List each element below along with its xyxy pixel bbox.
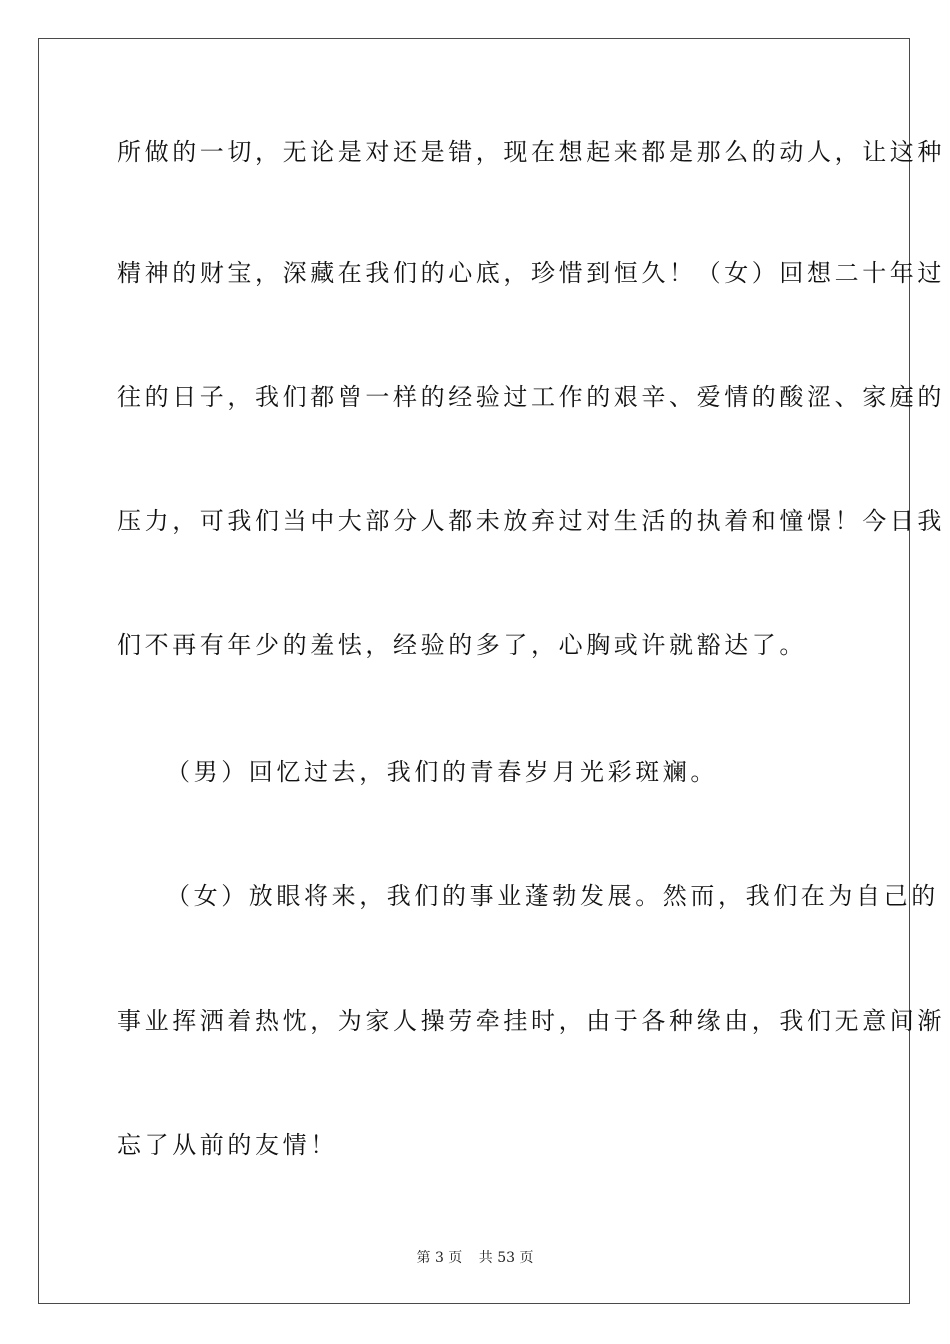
text-line: 们不再有年少的羞怯，经验的多了，心胸或许就豁达了。 [117,631,807,659]
text-line: 忘了从前的友情！ [117,1131,338,1159]
text-line: 事业挥洒着热忱，为家人操劳牵挂时，由于各种缘由，我们无意间渐 [117,1007,945,1035]
page-total: 共 53 页 [478,1250,534,1266]
text-line: 压力，可我们当中大部分人都未放弃过对生活的执着和憧憬！今日我 [117,507,945,535]
page-border [38,38,910,1304]
text-line: 往的日子，我们都曾一样的经验过工作的艰辛、爱情的酸涩、家庭的 [117,383,945,411]
text-line: 精神的财宝，深藏在我们的心底，珍惜到恒久！（女）回想二十年过 [117,259,945,287]
text-line: （女）放眼将来，我们的事业蓬勃发展。然而，我们在为自己的 [166,882,939,910]
text-line: 所做的一切，无论是对还是错，现在想起来都是那么的动人，让这种 [117,138,945,166]
page-number: 第 3 页 [416,1250,463,1266]
page-footer [0,1249,950,1267]
text-line: （男）回忆过去，我们的青春岁月光彩斑斓。 [166,758,718,786]
